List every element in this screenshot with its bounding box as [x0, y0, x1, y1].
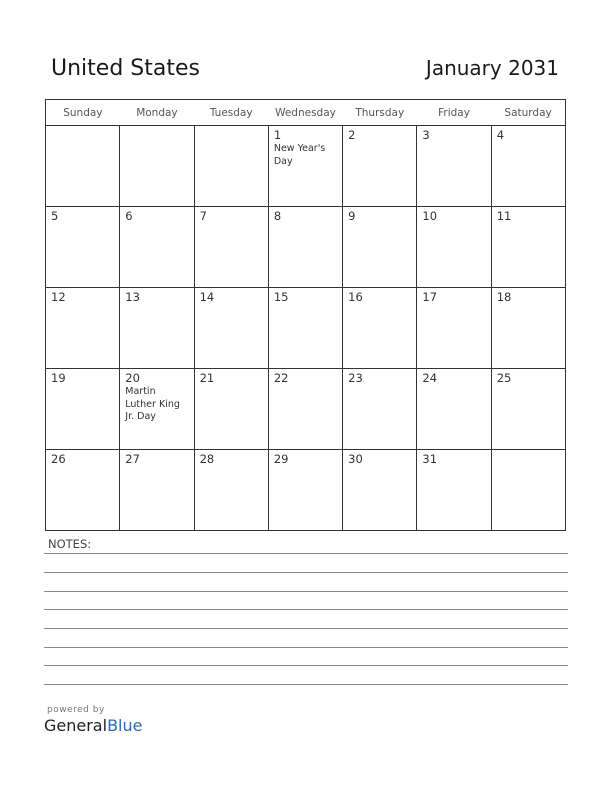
calendar-week-row	[46, 207, 566, 288]
day-number: 18	[496, 290, 512, 304]
calendar-day-cell	[120, 288, 194, 369]
day-number: 14	[199, 290, 215, 304]
notes-line	[44, 628, 568, 629]
weekday-friday: Friday	[417, 100, 491, 126]
weekday-thursday: Thursday	[343, 100, 417, 126]
day-number: 27	[125, 452, 140, 466]
holiday-label: Martin Luther King Jr. Day	[125, 386, 180, 422]
calendar-day-cell	[491, 369, 565, 450]
calendar-day-cell	[417, 288, 491, 369]
day-number: 28	[199, 452, 215, 466]
notes-line	[44, 665, 568, 666]
notes-line	[44, 684, 568, 685]
brand-blue: Blue	[107, 716, 143, 735]
calendar-day-cell	[268, 288, 342, 369]
calendar-day-cell	[194, 126, 268, 207]
notes-label: NOTES:	[48, 537, 92, 551]
day-number: 17	[422, 290, 438, 304]
brand-logo	[44, 716, 142, 735]
calendar-day-cell	[268, 450, 342, 531]
weekday-wednesday: Wednesday	[268, 100, 342, 126]
weekday-header-row	[46, 100, 566, 126]
calendar-day-cell	[417, 450, 491, 531]
calendar-day-cell	[120, 207, 194, 288]
calendar-day-cell	[343, 126, 417, 207]
weekday-tuesday: Tuesday	[194, 100, 268, 126]
calendar-day-cell	[46, 207, 120, 288]
day-number: 23	[348, 371, 363, 385]
day-number: 7	[199, 209, 207, 223]
calendar-day-cell	[417, 369, 491, 450]
day-number: 9	[348, 209, 356, 223]
notes-line	[44, 591, 568, 592]
day-number: 16	[348, 290, 363, 304]
day-number: 6	[125, 209, 133, 223]
calendar-day-cell	[491, 288, 565, 369]
calendar-week-row	[46, 288, 566, 369]
calendar-day-cell	[343, 288, 417, 369]
day-number: 10	[422, 209, 438, 223]
month-year-title: January 2031	[425, 56, 559, 80]
day-number: 1	[273, 128, 282, 142]
calendar-day-cell	[194, 369, 268, 450]
calendar-day-cell	[343, 450, 417, 531]
holiday-label: New Year's Day	[273, 143, 326, 167]
calendar-day-cell	[120, 369, 194, 450]
calendar-day-cell	[491, 126, 565, 207]
calendar-day-cell	[194, 288, 268, 369]
calendar-day-cell	[268, 207, 342, 288]
calendar-day-cell	[491, 450, 565, 531]
calendar-day-cell	[46, 450, 120, 531]
day-number: 25	[496, 371, 512, 385]
calendar-day-cell	[46, 126, 120, 207]
day-number: 13	[125, 290, 140, 304]
day-number: 29	[273, 452, 289, 466]
day-number: 26	[51, 452, 66, 466]
calendar-day-cell	[417, 126, 491, 207]
day-number: 3	[422, 128, 430, 142]
calendar-day-cell	[491, 207, 565, 288]
calendar-week-row	[46, 450, 566, 531]
calendar-week-row	[46, 126, 566, 207]
calendar-day-cell	[120, 126, 194, 207]
calendar-day-cell	[343, 369, 417, 450]
day-number: 20	[125, 371, 140, 385]
day-number: 4	[496, 128, 505, 142]
day-number: 11	[496, 209, 512, 223]
day-number: 8	[273, 209, 282, 223]
powered-by-text: powered by	[47, 705, 105, 715]
country-title: United States	[51, 56, 200, 81]
weekday-monday: Monday	[120, 100, 194, 126]
calendar-grid	[45, 99, 566, 531]
day-number: 15	[273, 290, 289, 304]
day-number: 22	[273, 371, 289, 385]
calendar-day-cell	[120, 450, 194, 531]
calendar-day-cell	[268, 126, 342, 207]
calendar-day-cell	[343, 207, 417, 288]
calendar-day-cell	[46, 369, 120, 450]
day-number: 31	[422, 452, 438, 466]
day-number: 19	[51, 371, 66, 385]
day-number: 12	[51, 290, 66, 304]
brand-general: General	[44, 716, 108, 735]
notes-line	[44, 572, 568, 573]
weekday-saturday: Saturday	[491, 100, 565, 126]
calendar-day-cell	[417, 207, 491, 288]
calendar-day-cell	[194, 207, 268, 288]
day-number: 21	[199, 371, 215, 385]
day-number: 5	[51, 209, 59, 223]
notes-line	[44, 609, 568, 610]
day-number: 30	[348, 452, 363, 466]
calendar-day-cell	[46, 288, 120, 369]
calendar-day-cell	[194, 450, 268, 531]
day-number: 24	[422, 371, 438, 385]
day-number: 2	[348, 128, 356, 142]
calendar-day-cell	[268, 369, 342, 450]
calendar-week-row	[46, 369, 566, 450]
notes-line	[44, 553, 568, 554]
notes-line	[44, 647, 568, 648]
weekday-sunday: Sunday	[46, 100, 120, 126]
